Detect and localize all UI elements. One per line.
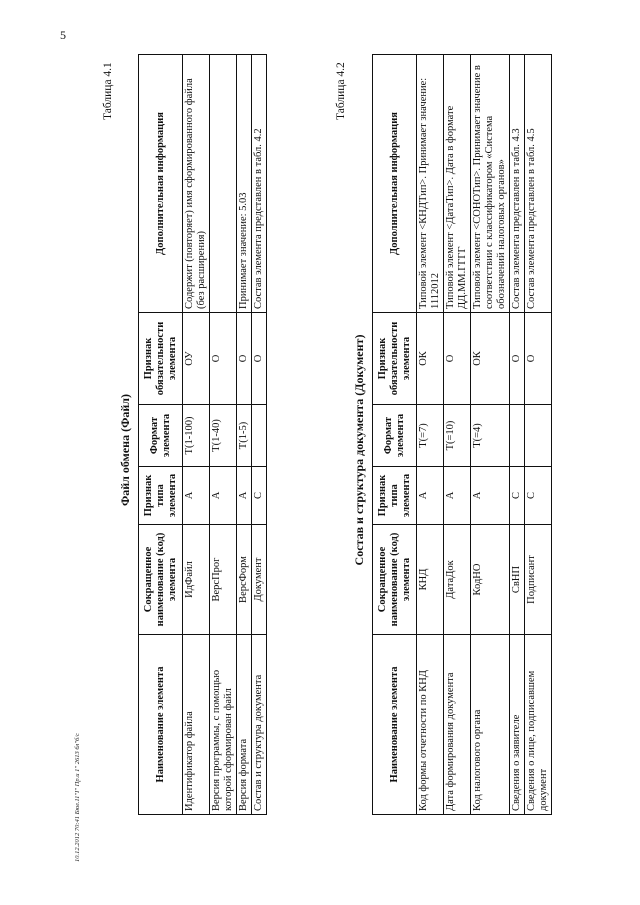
table-row [237, 55, 252, 815]
table-cell: Сведения о лице, подписавшем документ [525, 635, 552, 815]
table-cell: КНД [417, 525, 444, 635]
table-cell: ОУ [183, 313, 210, 405]
footer-note: 10.12.2012 70:41 Бюл.11"I" Пр.и 1" 2613 бл"б/с [74, 733, 81, 862]
table-cell [525, 405, 552, 467]
table-cell: Состав элемента представлен в табл. 4.2 [252, 55, 267, 313]
table-cell: ДатаДок [444, 525, 471, 635]
rotated-content [90, 40, 590, 860]
table-row [417, 55, 444, 815]
table-cell: ОК [471, 313, 510, 405]
table-cell: Т(1-5) [237, 405, 252, 467]
table-cell: Т(=10) [444, 405, 471, 467]
table-cell: КодНО [471, 525, 510, 635]
table-header-cell: Признак типа элемента [139, 467, 183, 525]
table-cell: Состав элемента представлен в табл. 4.5 [525, 55, 552, 313]
table-cell: Сведения о заявителе [510, 635, 525, 815]
table-cell [510, 405, 525, 467]
table-cell: Подписант [525, 525, 552, 635]
table-cell: Состав элемента представлен в табл. 4.3 [510, 55, 525, 313]
table-cell: О [210, 313, 237, 405]
table-header-cell: Наименование элемента [373, 635, 417, 815]
table-cell: Идентификатор файла [183, 635, 210, 815]
table-header-cell: Сокращенное наименование (код) элемента [139, 525, 183, 635]
table-4-2-title: Состав и структура документа (Документ) [352, 334, 366, 566]
table-4-1-header-row [139, 55, 183, 815]
table-cell: Версия программы, с помощью которой сформирован файл [210, 635, 237, 815]
table-cell: О [510, 313, 525, 405]
table-cell: С [525, 467, 552, 525]
table-cell: Состав и структура документа [252, 635, 267, 815]
table-cell [252, 405, 267, 467]
table-cell: Код налогового органа [471, 635, 510, 815]
table-header-cell: Дополнительная информация [373, 55, 417, 313]
table-cell: С [252, 467, 267, 525]
table-4-2 [372, 54, 552, 815]
table-row [252, 55, 267, 815]
table-cell: ВерсФорм [237, 525, 252, 635]
table-header-cell: Сокращенное наименование (код) элемента [373, 525, 417, 635]
table-cell: О [525, 313, 552, 405]
table-cell: Версия формата [237, 635, 252, 815]
table-cell [210, 55, 237, 313]
table-cell: ВерсПрог [210, 525, 237, 635]
table-cell: О [252, 313, 267, 405]
table-cell: Т(1-100) [183, 405, 210, 467]
table-cell: Типовой элемент <ДатаТип>. Дата в формате ДД.ММ.ГГГГ [444, 55, 471, 313]
table-header-cell: Формат элемента [139, 405, 183, 467]
table-header-cell: Наименование элемента [139, 635, 183, 815]
table-cell: Документ [252, 525, 267, 635]
table-4-2-label: Таблица 4.2 [335, 62, 347, 120]
table-header-cell: Формат элемента [373, 405, 417, 467]
table-4-1-title: Файл обмена (Файл) [118, 393, 132, 507]
table-row [525, 55, 552, 815]
table-cell: С [510, 467, 525, 525]
table-header-cell: Признак типа элемента [373, 467, 417, 525]
table-cell: Код формы отчетности по КНД [417, 635, 444, 815]
table-header-cell: Признак обязательности элемента [373, 313, 417, 405]
table-cell: Типовой элемент <КНДТип>. Принимает значение: 1112012 [417, 55, 444, 313]
table-cell: Типовой элемент <СОНОТип>. Принимает значение в соответствии с классификатором «Система обозначений налоговых органов» [471, 55, 510, 313]
table-4-1-label: Таблица 4.1 [102, 62, 114, 120]
table-cell: А [183, 467, 210, 525]
table-row [183, 55, 210, 815]
table-cell: А [417, 467, 444, 525]
table-4-2-header-row [373, 55, 417, 815]
table-header-cell: Признак обязательности элемента [139, 313, 183, 405]
table-row [444, 55, 471, 815]
table-cell: Дата формирования документа [444, 635, 471, 815]
table-cell: ОК [417, 313, 444, 405]
table-cell: СвНП [510, 525, 525, 635]
table-header-cell: Дополнительная информация [139, 55, 183, 313]
table-cell: О [444, 313, 471, 405]
table-cell: А [444, 467, 471, 525]
table-cell: А [237, 467, 252, 525]
table-row [471, 55, 510, 815]
table-cell: ИдФайл [183, 525, 210, 635]
table-row [210, 55, 237, 815]
table-cell: А [210, 467, 237, 525]
table-cell: Т(=4) [471, 405, 510, 467]
table-cell: Т(=7) [417, 405, 444, 467]
table-cell: Принимает значение: 5.03 [237, 55, 252, 313]
table-row [510, 55, 525, 815]
table-cell: Содержит (повторяет) имя сформированного файла (без расширения) [183, 55, 210, 313]
table-cell: Т(1-40) [210, 405, 237, 467]
table-4-1 [138, 54, 267, 815]
table-cell: О [237, 313, 252, 405]
page-number: 5 [60, 28, 66, 42]
table-cell: А [471, 467, 510, 525]
